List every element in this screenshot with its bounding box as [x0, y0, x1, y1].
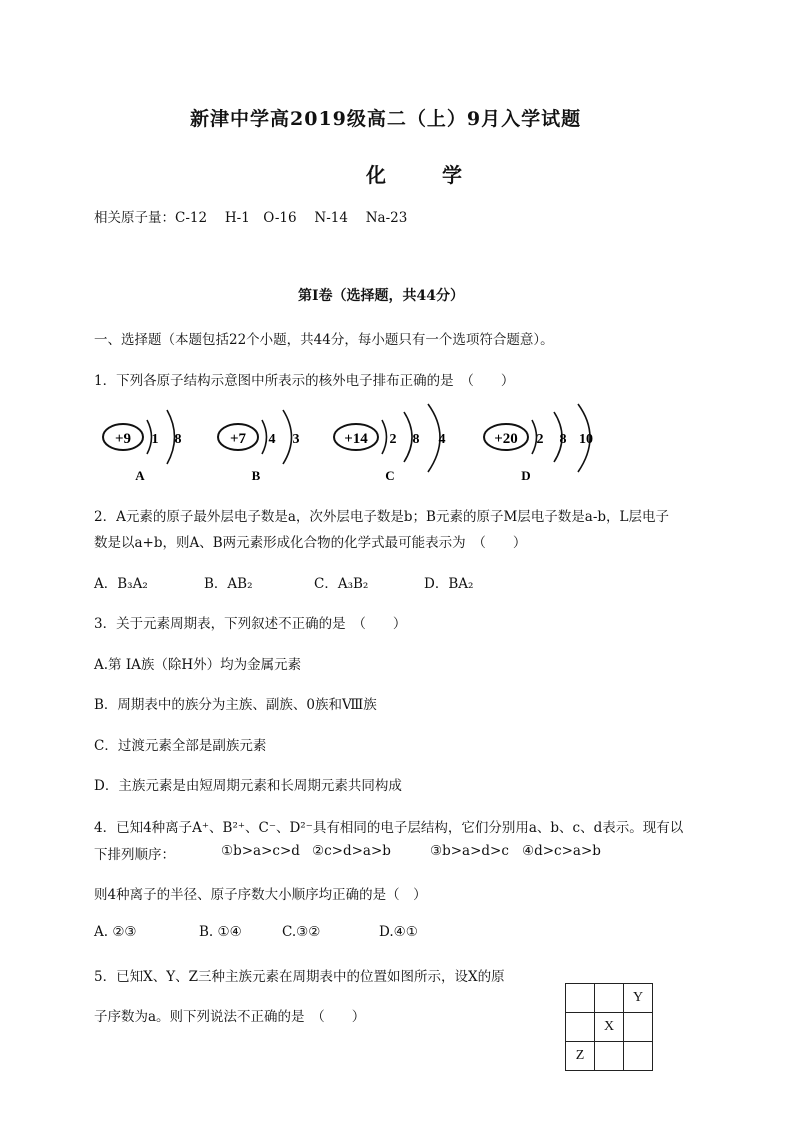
electron-shell — [404, 412, 412, 462]
atom-diagram-b — [218, 410, 300, 483]
q3-option-c: C．过渡元素全部是副族元素 — [94, 738, 267, 754]
shell-count: 2 — [536, 432, 544, 447]
diagram-label: B — [251, 468, 261, 483]
q5-line2: 子序数为a。则下列说法不正确的是 （ ） — [94, 1009, 366, 1025]
shell-count: 4 — [268, 432, 276, 447]
q4-order-2: ②c>d>a>b — [312, 843, 391, 859]
grid-cell-y: Y — [624, 984, 653, 1013]
shell-count: 10 — [579, 432, 593, 447]
diagram-label: D — [521, 468, 531, 483]
grid-cell — [624, 1042, 653, 1071]
q5-line1: 5．已知X、Y、Z三种主族元素在周期表中的位置如图所示，设X的原 — [94, 969, 505, 985]
diagram-label: C — [385, 468, 395, 483]
electron-shell — [382, 420, 387, 454]
periodic-position-grid — [565, 983, 653, 1071]
grid-cell-z: Z — [566, 1042, 595, 1071]
diagram-label: A — [135, 468, 145, 483]
shell-count: 8 — [559, 432, 567, 447]
q4-line2-prefix: 下排列顺序： — [94, 847, 175, 863]
q3-option-b: B．周期表中的族分为主族、副族、0族和Ⅷ族 — [94, 697, 377, 713]
q3-option-a: A.第 IA族（除H外）均为金属元素 — [94, 657, 302, 673]
grid-cell — [595, 1042, 624, 1071]
section-instructions: 一、选择题（本题包括22个小题，共44分，每小题只有一个选项符合题意）。 — [94, 332, 554, 348]
grid-cell — [624, 1013, 653, 1042]
atom-diagram-a — [103, 410, 182, 483]
atomic-masses: 相关原子量：C-12 H-1 O-16 N-14 Na-23 — [94, 210, 408, 226]
electron-shell — [262, 420, 267, 454]
shell-count: 3 — [292, 432, 300, 447]
electron-shell — [167, 410, 175, 464]
subject-title: 化 学 — [366, 163, 480, 187]
q4-option-d: D.④① — [379, 924, 418, 940]
q4-option-b: B. ①④ — [199, 924, 242, 940]
nucleus-charge: +20 — [494, 431, 518, 447]
q4-option-a: A. ②③ — [94, 924, 137, 940]
grid-cell — [566, 984, 595, 1013]
grid-cell-x: X — [595, 1013, 624, 1042]
nucleus-charge: +7 — [229, 431, 247, 447]
q4-option-c: C.③② — [282, 924, 321, 940]
section-title: 第Ⅰ卷（选择题，共44分） — [298, 288, 465, 304]
q2-option-c: C．A₃B₂ — [314, 576, 369, 592]
shell-count: 1 — [151, 432, 159, 447]
atom-diagram-c — [334, 404, 446, 483]
grid-cell — [566, 1013, 595, 1042]
q4-line3: 则4种离子的半径、原子序数大小顺序均正确的是（ ） — [94, 887, 427, 903]
q2-option-a: A．B₃A₂ — [94, 576, 148, 592]
q3-option-d: D．主族元素是由短周期元素和长周期元素共同构成 — [94, 778, 402, 794]
atom-diagrams — [90, 400, 610, 490]
q2-option-d: D．BA₂ — [424, 576, 474, 592]
q2-line2: 数是以a+b，则A、B两元素形成化合物的化学式最可能表示为 （ ） — [94, 535, 527, 551]
q1-stem: 1．下列各原子结构示意图中所表示的核外电子排布正确的是 （ ） — [94, 373, 515, 389]
nucleus-charge: +9 — [114, 431, 132, 447]
shell-count: 8 — [412, 432, 420, 447]
nucleus-charge: +14 — [344, 431, 368, 447]
q4-order-4: ④d>c>a>b — [522, 843, 601, 859]
q2-line1: 2．A元素的原子最外层电子数是a，次外层电子数是b；B元素的原子M层电子数是a-b，L层电子 — [94, 509, 669, 525]
atom-diagram-d — [484, 404, 593, 483]
q3-stem: 3．关于元素周期表，下列叙述不正确的是 （ ） — [94, 616, 407, 632]
electron-shell — [283, 410, 292, 464]
q4-line1: 4．已知4种离子A⁺、B²⁺、C⁻、D²⁻具有相同的电子层结构，它们分别用a、b、c、d表示。现有以 — [94, 820, 684, 836]
shell-count: 8 — [174, 432, 182, 447]
q2-option-b: B．AB₂ — [204, 576, 253, 592]
grid-cell — [595, 984, 624, 1013]
q4-order-3: ③b>a>d>c — [430, 843, 509, 859]
shell-count: 4 — [438, 432, 446, 447]
q4-order-1: ①b>a>c>d — [221, 843, 300, 859]
shell-count: 2 — [389, 432, 397, 447]
exam-title: 新津中学高2019级高二（上）9月入学试题 — [190, 108, 582, 130]
